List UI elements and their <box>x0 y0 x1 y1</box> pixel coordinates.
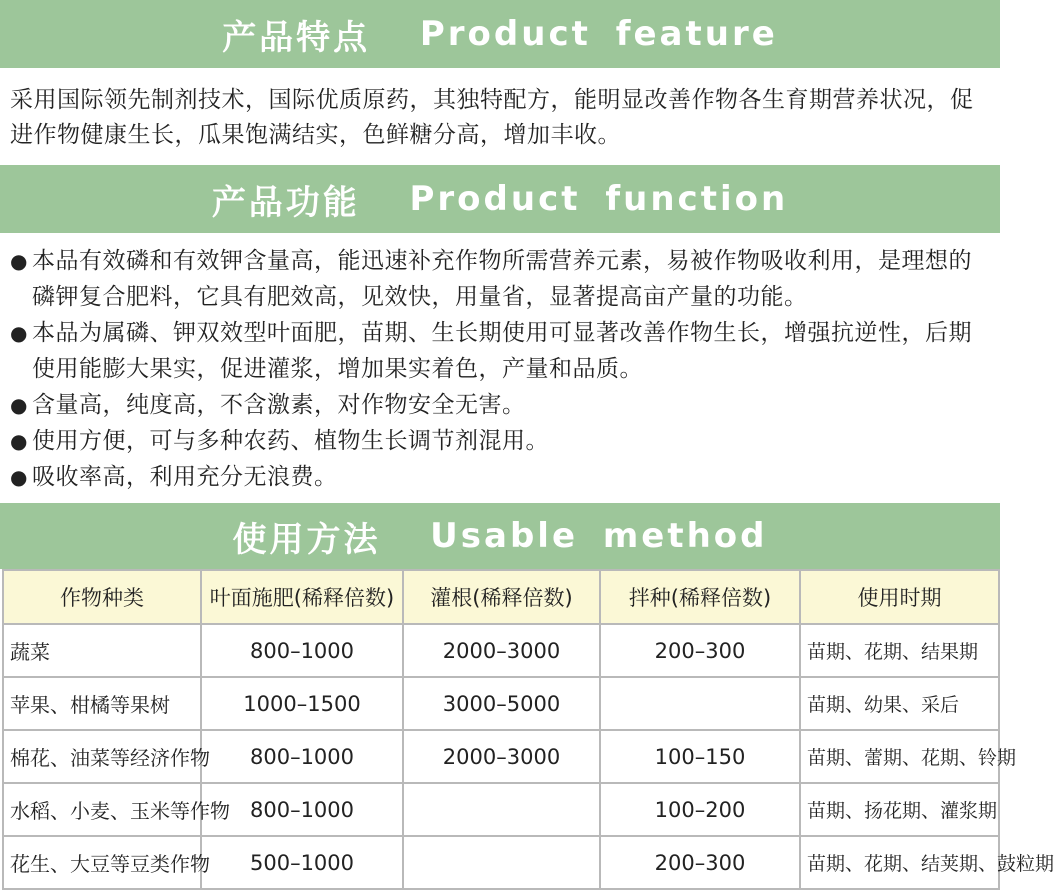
seed-cell: 200–300 <box>600 624 800 677</box>
crop-cell: 蔬菜 <box>3 624 201 677</box>
crop-cell: 花生、大豆等豆类作物 <box>3 836 201 889</box>
table-row <box>3 730 999 783</box>
method-heading-cn: 使用方法 <box>232 519 381 560</box>
function-heading <box>0 165 1000 233</box>
table-row <box>3 677 999 730</box>
feature-heading <box>0 0 1000 68</box>
root-cell <box>403 836 600 889</box>
feature-text: 采用国际领先制剂技术，国际优质原药，其独特配方，能明显改善作物各生育期营养状况，促进作物健康生长，瓜果饱满结实，色鲜糖分高，增加丰收。 <box>10 87 974 148</box>
function-item: ● 吸收率高，利用充分无浪费。 <box>10 459 988 495</box>
function-list <box>0 233 1000 503</box>
root-cell: 2000–3000 <box>403 624 600 677</box>
function-item: ● 本品为属磷、钾双效型叶面肥，苗期、生长期使用可显著改善作物生长，增强抗逆性，后期使用能膨大果实，促进灌浆，增加果实着色，产量和品质。 <box>10 315 988 387</box>
foliar-cell: 800–1000 <box>201 783 403 836</box>
table-row <box>3 624 999 677</box>
foliar-cell: 800–1000 <box>201 624 403 677</box>
col-header-root: 灌根(稀释倍数) <box>403 570 600 624</box>
function-item: ● 使用方便，可与多种农药、植物生长调节剂混用。 <box>10 423 988 459</box>
foliar-cell: 1000–1500 <box>201 677 403 730</box>
col-header-crop: 作物种类 <box>3 570 201 624</box>
foliar-cell: 500–1000 <box>201 836 403 889</box>
period-cell: 苗期、花期、结果期 <box>800 624 999 677</box>
bullet-icon: ● <box>10 429 28 453</box>
bullet-icon: ● <box>10 321 28 345</box>
period-cell: 苗期、幼果、采后 <box>800 677 999 730</box>
crop-cell: 水稻、小麦、玉米等作物 <box>3 783 201 836</box>
period-cell: 苗期、花期、结荚期、鼓粒期 <box>800 836 999 889</box>
bullet-icon: ● <box>10 465 28 489</box>
feature-heading-cn: 产品特点 <box>222 17 371 58</box>
seed-cell: 100–150 <box>600 730 800 783</box>
table-row <box>3 836 999 889</box>
root-cell: 3000–5000 <box>403 677 600 730</box>
root-cell <box>403 783 600 836</box>
feature-heading-en: Product feature <box>419 14 778 54</box>
period-cell: 苗期、扬花期、灌浆期 <box>800 783 999 836</box>
seed-cell <box>600 677 800 730</box>
period-cell: 苗期、蕾期、花期、铃期 <box>800 730 999 783</box>
method-heading <box>0 503 1000 569</box>
function-item: ● 本品有效磷和有效钾含量高，能迅速补充作物所需营养元素，易被作物吸收利用，是理想的磷钾复合肥料，它具有肥效高，见效快，用量省，显著提高亩产量的功能。 <box>10 243 988 315</box>
root-cell: 2000–3000 <box>403 730 600 783</box>
function-heading-en: Product function <box>409 179 789 219</box>
crop-cell: 苹果、柑橘等果树 <box>3 677 201 730</box>
method-heading-en: Usable method <box>430 516 768 556</box>
usage-table <box>2 569 1054 890</box>
bullet-icon: ● <box>10 249 28 273</box>
seed-cell: 200–300 <box>600 836 800 889</box>
function-heading-cn: 产品功能 <box>211 182 360 223</box>
function-item: ● 含量高，纯度高，不含激素，对作物安全无害。 <box>10 387 988 423</box>
col-header-foliar: 叶面施肥(稀释倍数) <box>201 570 403 624</box>
crop-cell: 棉花、油菜等经济作物 <box>3 730 201 783</box>
col-header-seed: 拌种(稀释倍数) <box>600 570 800 624</box>
bullet-icon: ● <box>10 393 28 417</box>
table-row <box>3 783 999 836</box>
col-header-period: 使用时期 <box>800 570 999 624</box>
table-header-row <box>3 570 999 624</box>
seed-cell: 100–200 <box>600 783 800 836</box>
foliar-cell: 800–1000 <box>201 730 403 783</box>
